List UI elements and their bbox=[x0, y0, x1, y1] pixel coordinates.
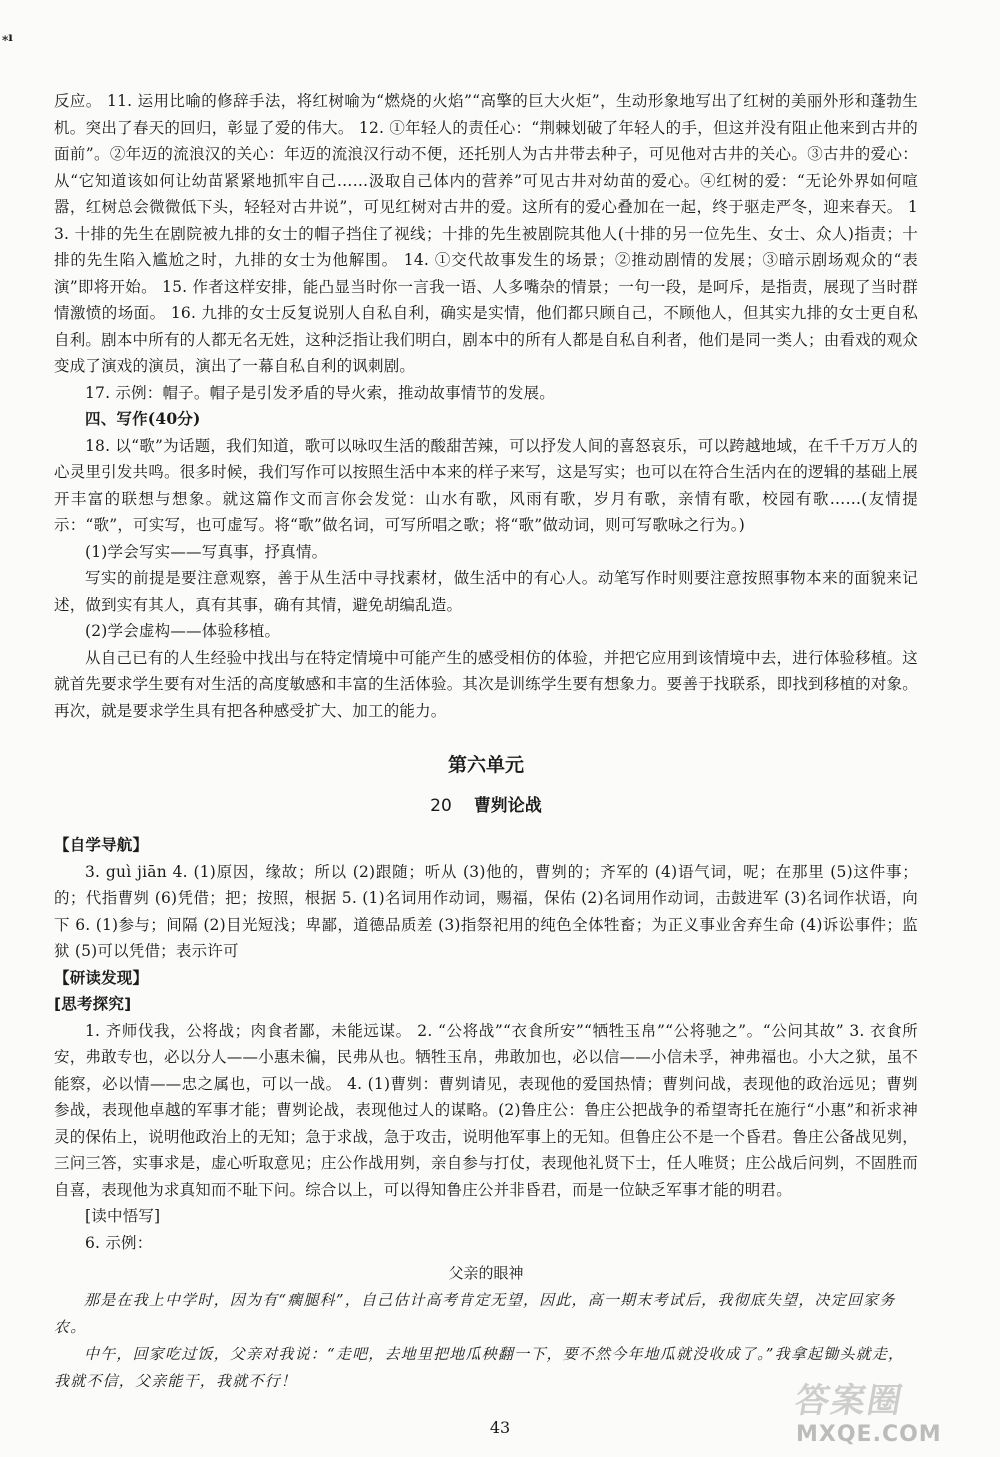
q17-answer: 17. 示例：帽子。帽子是引发矛盾的导火索，推动故事情节的发展。 bbox=[85, 383, 555, 402]
sub1-title: (1)学会写实——写真事，抒真情。 bbox=[85, 542, 328, 561]
corner-mark: ⁎ı bbox=[2, 30, 13, 44]
watermark-site: MXQE.COM bbox=[796, 1422, 942, 1447]
self-study-body: 3. guì jiān 4. (1)原因，缘故；所以 (2)跟随；听从 (3)他的，曹刿的；齐军的 (4)语气词，呢；在那里 (5)这件事；的；代指曹刿 (6)凭借；把；按照，根据 5. (1)名词用作动词，赐福，保佑 (2)名词用作动词，击鼓进军 (3)名词作状语，向下 6. (1)参与；间隔 (2)目光短浅；卑鄙，道德品质差 (3)指祭祀用的纯色全体牲畜；为正义事业舍弃生命 (4)诉讼事件；监狱 (5)可以凭借；表示许可 bbox=[54, 862, 918, 960]
page-number: 43 bbox=[489, 1418, 511, 1437]
lesson-name: 曹刿论战 bbox=[473, 796, 542, 816]
unit-title: 第六单元 bbox=[447, 754, 524, 776]
essay-title: 父亲的眼神 bbox=[448, 1264, 524, 1282]
sub2-title: (2)学会虚构——体验移植。 bbox=[85, 622, 281, 640]
self-study-heading: 【自学导航】 bbox=[54, 836, 149, 854]
q18-answer: 18. 以“歌”为话题，我们知道，歌可以咏叹生活的酸甜苦辣，可以抒发人间的喜怒哀乐，可以跨越地域，在千千万万人的心灵里引发共鸣。很多时候，我们写作可以按照生活中本来的样子来写，这是写实；也可以在符合生活内在的逻辑的基础上展开丰富的联想与想象。就这篇作文而言你会发觉：山水有歌，风雨有歌，岁月有歌，亲情有歌，校园有歌……(友情提示：“歌”，可实写，也可虚写。将“歌”做名词，可写所唱之歌；将“歌”做动词，则可写歌咏之行为。) bbox=[54, 436, 918, 534]
watermark-logo: 答案圈 bbox=[791, 1381, 907, 1421]
q6-label: 6. 示例： bbox=[85, 1233, 153, 1252]
writing-heading: 四、写作(40分) bbox=[85, 409, 201, 428]
research-body: 1. 齐师伐我，公将战；肉食者鄙，未能远谋。 2. “公将战”“衣食所安”“牺牲玉帛”“公将驰之”。“公问其故” 3. 衣食所安，弗敢专也，必以分人——小惠未徧，民弗从也。牺牲玉帛，弗敢加也，必以信——小信未孚，神弗福也。小大之狱，虽不能察，必以情——忠之属也，可以一战。 4. (1)曹刿：曹刿请见，表现他的爱国热情；曹刿问战，表现他的政治远见；曹刿参战，表现他卓越的军事才能；曹刿论战，表现他过人的谋略。(2)鲁庄公：鲁庄公把战争的希望寄托在施行“小惠”和祈求神灵的保佑上，说明他政治上的无知；急于求战，急于攻击，说明他军事上的无知。但鲁庄公不是一个昏君。鲁庄公备战见刿，三问三答，实事求是，虚心听取意见；庄公作战用刿，亲自参与打仗，表现他礼贤下士，任人唯贤；庄公战后问刿，不固胜而自喜，表现他为求真知而不耻下问。综合以上，可以得知鲁庄公并非昏君，而是一位缺乏军事才能的明君。 bbox=[54, 1021, 918, 1199]
page-content bbox=[54, 88, 918, 1395]
essay-paragraph-2: 中午，回家吃过饭，父亲对我说：“走吧，去地里把地瓜秧翻一下，要不然今年地瓜就没收成了。”我拿起锄头就走，我就不信，父亲能干，我就不行！ bbox=[54, 1345, 905, 1390]
lesson-number: 20 bbox=[430, 796, 452, 816]
watermark bbox=[791, 1373, 986, 1447]
sub2-body: 从自己已有的人生经验中找出与在特定情境中可能产生的感受相仿的体验，并把它应用到该情境中去，进行体验移植。这就首先要求学生要有对生活的高度敏感和丰富的生活体验。其次是训练学生要有想象力。要善于找联系，即找到移植的对象。再次，就是要求学生具有把各种感受扩大、加工的能力。 bbox=[54, 648, 918, 720]
research-subheading: [思考探究] bbox=[54, 995, 132, 1013]
read-write-heading: [读中悟写] bbox=[85, 1207, 161, 1225]
essay-paragraph-1: 那是在我上中学时，因为有“瘸腿科”，自己估计高考肯定无望，因此，高一期末考试后，我彻底失望，决定回家务农。 bbox=[54, 1291, 896, 1336]
research-heading: 【研读发现】 bbox=[54, 968, 149, 987]
sub1-body: 写实的前提是要注意观察，善于从生活中寻找素材，做生活中的有心人。动笔写作时则要注意按照事物本来的面貌来记述，做到实有其人，真有其事，确有其情，避免胡编乱造。 bbox=[54, 569, 918, 614]
lesson-title bbox=[54, 791, 918, 816]
answers-paragraph: 反应。 11. 运用比喻的修辞手法，将红树喻为“燃烧的火焰”“高擎的巨大火炬”，生动形象地写出了红树的美丽外形和蓬勃生机。突出了春天的回归，彰显了爱的伟大。 12. ①年轻人的责任心：“荆棘划破了年轻人的手，但这并没有阻止他来到古井的面前”。②年迈的流浪汉的关心：年迈的流浪汉行动不便，还托别人为古井带去种子，可见他对古井的关心。③古井的爱心：从“它知道该如何让幼苗紧紧地抓牢自己……汲取自己体内的营养”可见古井对幼苗的爱心。④红树的爱：“无论外界如何喧嚣，红树总会微微低下头，轻轻对古井说”，可见红树对古井的爱。这所有的爱心叠加在一起，终于驱走严冬，迎来春天。 13. 十排的先生在剧院被九排的女士的帽子挡住了视线；十排的先生被剧院其他人(十排的另一位先生、女士、众人)指责；十排的先生陷入尴尬之时，九排的女士为他解围。 14. ①交代故事发生的场景；②推动剧情的发展；③暗示剧场观众的“表演”即将开始。 15. 作者这样安排，能凸显当时你一言我一语、人多嘴杂的情景；一句一段，是呵斥，是指责，展现了当时群情激愤的场面。 16. 九排的女士反复说别人自私自利，确实是实情，他们都只顾自己，不顾他人，但其实九排的女士更自私自利。剧本中所有的人都无名无姓，这种泛指让我们明白，剧本中的所有人都是自私自利者，他们是同一类人；由看戏的观众变成了演戏的演员，演出了一幕自私自利的讽刺剧。 bbox=[54, 92, 918, 375]
